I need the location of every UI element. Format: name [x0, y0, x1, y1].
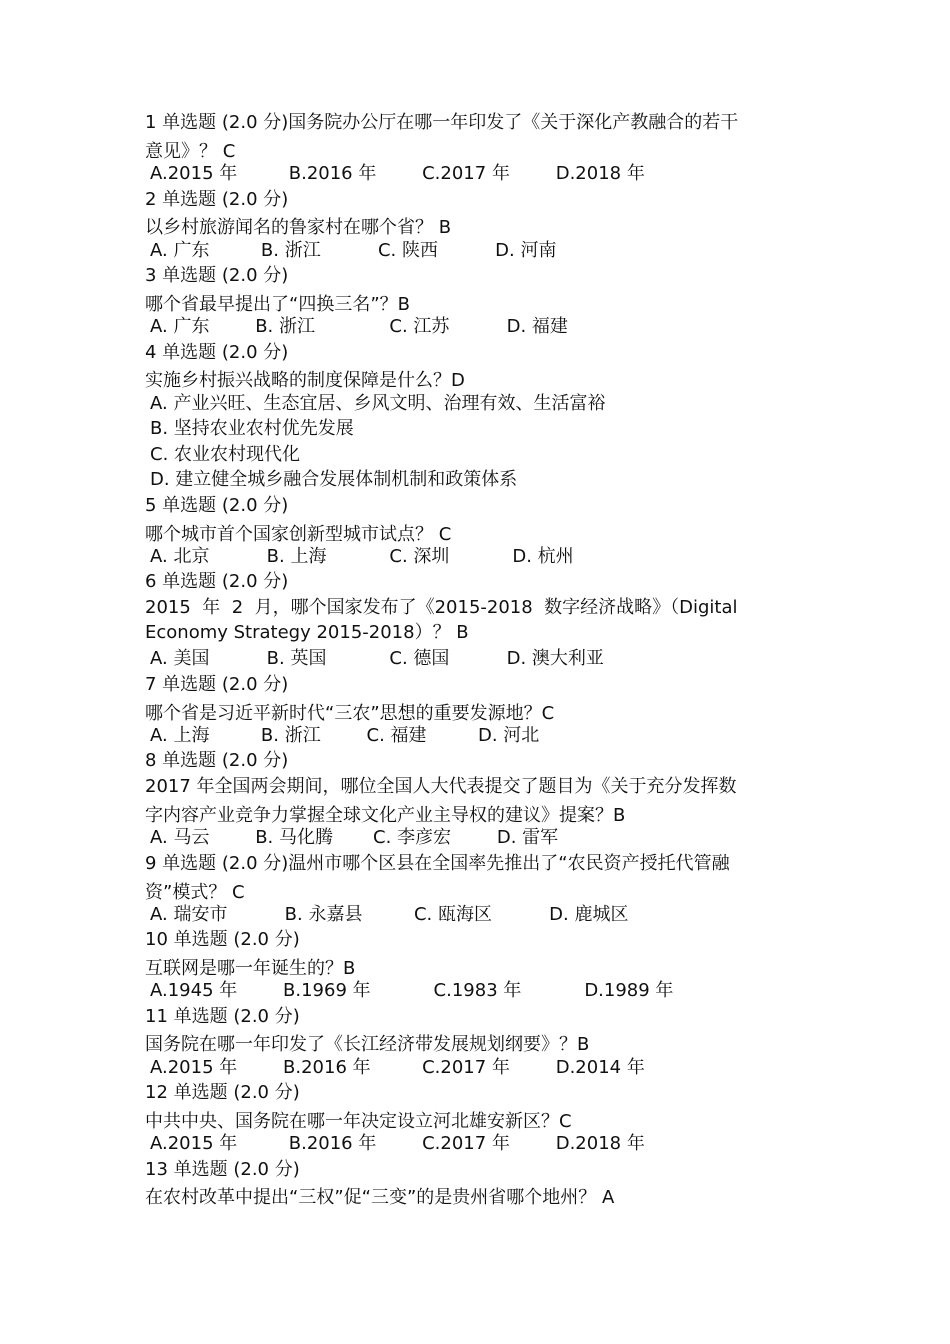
question-2-options: A. 广东 B. 浙江 C. 陕西 D. 河南: [150, 240, 557, 261]
question-7-text: 哪个省是习近平新时代“三农”思想的重要发源地？C: [145, 703, 555, 724]
question-1-text-cont: 意见》？ C: [145, 141, 236, 162]
question-6-options: A. 美国 B. 英国 C. 德国 D. 澳大利亚: [150, 648, 604, 669]
question-8-options: A. 马云 B. 马化腾 C. 李彦宏 D. 雷军: [150, 827, 559, 848]
question-11-options: A.2015 年 B.2016 年 C.2017 年 D.2014 年: [150, 1057, 645, 1078]
question-2-text: 以乡村旅游闻名的鲁家村在哪个省？ B: [145, 217, 452, 238]
question-8-header: 8 单选题 (2.0 分): [145, 750, 289, 771]
question-13-header: 13 单选题 (2.0 分): [145, 1159, 300, 1180]
question-6-text: 2015 年 2 月，哪个国家发布了《2015-2018 数字经济战略》（Digital: [145, 597, 738, 618]
question-11-text: 国务院在哪一年印发了《长江经济带发展规划纲要》？B: [145, 1034, 590, 1055]
question-8-text: 2017 年全国两会期间，哪位全国人大代表提交了题目为《关于充分发挥数: [145, 776, 737, 797]
question-4-header: 4 单选题 (2.0 分): [145, 342, 289, 363]
question-5-options: A. 北京 B. 上海 C. 深圳 D. 杭州: [150, 546, 574, 567]
question-13-text: 在农村改革中提出“三权”促“三变”的是贵州省哪个地州？ A: [145, 1187, 615, 1208]
question-7-options: A. 上海 B. 浙江 C. 福建 D. 河北: [150, 725, 540, 746]
question-9-options: A. 瑞安市 B. 永嘉县 C. 瓯海区 D. 鹿城区: [150, 904, 629, 925]
question-3-header: 3 单选题 (2.0 分): [145, 265, 289, 286]
question-4-option-d: D. 建立健全城乡融合发展体制机制和政策体系: [150, 469, 518, 490]
question-7-header: 7 单选题 (2.0 分): [145, 674, 289, 695]
question-1-options: A.2015 年 B.2016 年 C.2017 年 D.2018 年: [150, 163, 645, 184]
question-9-text-cont: 资”模式？ C: [145, 882, 245, 903]
question-3-text: 哪个省最早提出了“四换三名”？B: [145, 294, 410, 315]
question-12-options: A.2015 年 B.2016 年 C.2017 年 D.2018 年: [150, 1133, 645, 1154]
question-10-header: 10 单选题 (2.0 分): [145, 929, 300, 950]
question-10-options: A.1945 年 B.1969 年 C.1983 年 D.1989 年: [150, 980, 674, 1001]
question-10-text: 互联网是哪一年诞生的？B: [145, 958, 356, 979]
question-9-text: 9 单选题 (2.0 分)温州市哪个区县在全国率先推出了“农民资产授托代管融: [145, 853, 730, 874]
question-3-options: A. 广东 B. 浙江 C. 江苏 D. 福建: [150, 316, 568, 337]
question-2-header: 2 单选题 (2.0 分): [145, 189, 289, 210]
question-4-option-c: C. 农业农村现代化: [150, 444, 301, 465]
question-5-text: 哪个城市首个国家创新型城市试点？ C: [145, 524, 452, 545]
question-4-option-a: A. 产业兴旺、生态宜居、乡风文明、治理有效、生活富裕: [150, 393, 606, 414]
question-6-text-cont: Economy Strategy 2015-2018）？ B: [145, 622, 469, 643]
question-8-text-cont: 字内容产业竞争力掌握全球文化产业主导权的建议》提案？B: [145, 805, 626, 826]
question-5-header: 5 单选题 (2.0 分): [145, 495, 289, 516]
question-4-option-b: B. 坚持农业农村优先发展: [150, 418, 354, 439]
question-1-text: 1 单选题 (2.0 分)国务院办公厅在哪一年印发了《关于深化产教融合的若干: [145, 112, 739, 133]
question-6-header: 6 单选题 (2.0 分): [145, 571, 289, 592]
question-11-header: 11 单选题 (2.0 分): [145, 1006, 300, 1027]
question-12-header: 12 单选题 (2.0 分): [145, 1082, 300, 1103]
question-4-text: 实施乡村振兴战略的制度保障是什么？D: [145, 370, 465, 391]
question-12-text: 中共中央、国务院在哪一年决定设立河北雄安新区？C: [145, 1111, 572, 1132]
